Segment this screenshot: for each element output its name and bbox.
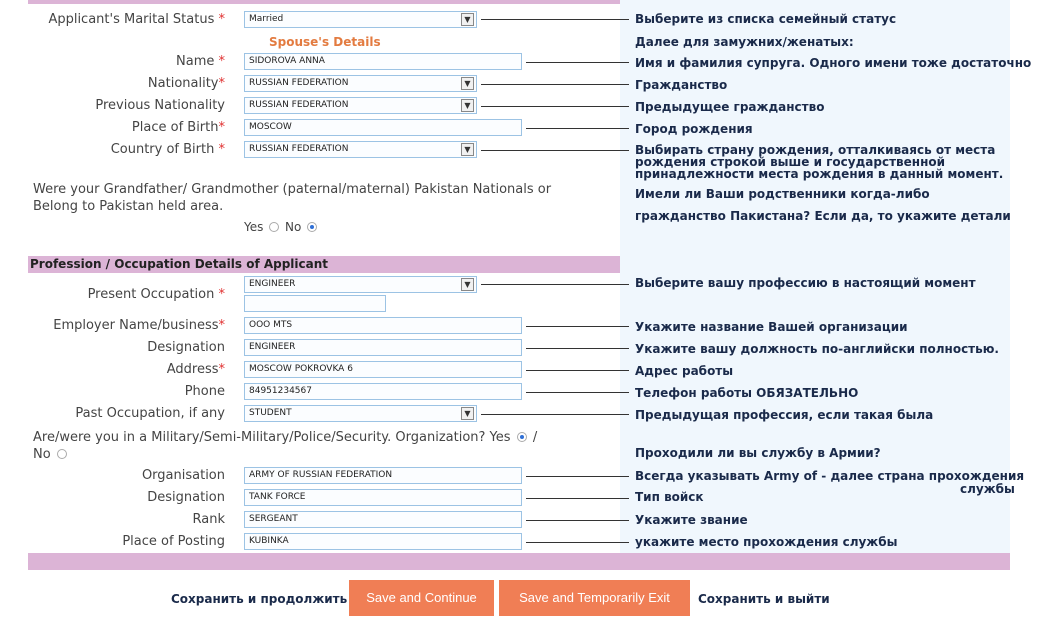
spouse-place-of-birth-input[interactable]: MOSCOW bbox=[244, 119, 522, 136]
note-marital: Выберите из списка семейный статус bbox=[635, 12, 897, 26]
address-input[interactable]: MOSCOW POKROVKA 6 bbox=[244, 361, 522, 378]
designation-input[interactable]: ENGINEER bbox=[244, 339, 522, 356]
note-spouse-name: Имя и фамилия супруга. Одного имени тоже достаточно bbox=[635, 56, 1032, 70]
note-present-occupation: Выберите вашу профессию в настоящий момент bbox=[635, 276, 976, 290]
chevron-down-icon: ▼ bbox=[461, 99, 474, 112]
bottom-divider bbox=[28, 553, 1010, 570]
chevron-down-icon: ▼ bbox=[461, 278, 474, 291]
organisation-label: Organisation bbox=[141, 468, 225, 483]
connector-line bbox=[526, 392, 629, 393]
connector-line bbox=[481, 106, 629, 107]
chevron-down-icon: ▼ bbox=[461, 143, 474, 156]
phone-label: Phone bbox=[184, 384, 225, 399]
spouse-country-of-birth-select[interactable]: RUSSIAN FEDERATION ▼ bbox=[244, 141, 477, 158]
pakistan-question: Were your Grandfather/ Grandmother (paternal/maternal) Pakistan Nationals or Belong to Pakistan held area. bbox=[33, 182, 552, 214]
top-divider bbox=[28, 0, 620, 4]
marital-status-label: Applicant's Marital Status * bbox=[48, 12, 225, 27]
military-yes-radio[interactable] bbox=[517, 432, 527, 442]
military-no-radio[interactable] bbox=[57, 449, 67, 459]
profession-section-title: Profession / Occupation Details of Applicant bbox=[30, 257, 329, 271]
spouse-name-input[interactable]: SIDOROVA ANNA bbox=[244, 53, 522, 70]
designation-label: Designation bbox=[147, 340, 225, 355]
note-organisation: Всегда указывать Army of - далее страна прохождения bbox=[635, 469, 1025, 483]
connector-line bbox=[526, 348, 629, 349]
spouse-prev-nationality-label: Previous Nationality bbox=[95, 98, 225, 113]
note-spouse-heading: Далее для замужних/женатых: bbox=[635, 35, 854, 49]
spouse-nationality-label: Nationality* bbox=[147, 76, 225, 91]
save-exit-caption: Сохранить и выйти bbox=[698, 592, 830, 606]
note-address: Адрес работы bbox=[635, 364, 734, 378]
note-posting: укажите место прохождения службы bbox=[635, 535, 898, 549]
note-spouse-place-of-birth: Город рождения bbox=[635, 122, 753, 136]
pakistan-yes-radio[interactable] bbox=[269, 222, 279, 232]
connector-line bbox=[481, 84, 629, 85]
connector-line bbox=[526, 498, 629, 499]
note-phone: Телефон работы ОБЯЗАТЕЛЬНО bbox=[635, 386, 859, 400]
connector-line bbox=[526, 476, 629, 477]
note-spouse-prev-nationality: Предыдущее гражданство bbox=[635, 100, 825, 114]
note-organisation-cont: службы bbox=[960, 482, 1015, 496]
military-designation-input[interactable]: TANK FORCE bbox=[244, 489, 522, 506]
note-designation: Укажите вашу должность по-английски полностью. bbox=[635, 342, 999, 356]
present-occupation-select[interactable]: ENGINEER ▼ bbox=[244, 276, 477, 293]
save-continue-button[interactable]: Save and Continue bbox=[349, 580, 494, 616]
past-occupation-label: Past Occupation, if any bbox=[75, 406, 225, 421]
address-label: Address* bbox=[166, 362, 225, 377]
note-spouse-country-of-birth: Выбирать страну рождения, отталкиваясь от места рождения строкой выше и государственной принадлежности места рождения в данный момент. bbox=[635, 143, 1004, 181]
connector-line bbox=[526, 370, 629, 371]
connector-line bbox=[481, 19, 629, 20]
connector-line bbox=[481, 284, 629, 285]
phone-input[interactable]: 84951234567 bbox=[244, 383, 522, 400]
present-occupation-label: Present Occupation * bbox=[87, 287, 225, 302]
note-military-designation: Тип войск bbox=[635, 490, 704, 504]
posting-label: Place of Posting bbox=[122, 534, 225, 549]
spouse-details-heading: Spouse's Details bbox=[269, 35, 381, 49]
save-continue-caption: Сохранить и продолжить bbox=[171, 592, 348, 606]
connector-line bbox=[526, 326, 629, 327]
pakistan-radio-group: Yes No bbox=[244, 220, 319, 234]
pakistan-no-radio[interactable] bbox=[307, 222, 317, 232]
marital-status-select[interactable]: Married ▼ bbox=[244, 11, 477, 28]
employer-label: Employer Name/business* bbox=[53, 318, 225, 333]
organisation-input[interactable]: ARMY OF RUSSIAN FEDERATION bbox=[244, 467, 522, 484]
note-employer: Укажите название Вашей организации bbox=[635, 320, 908, 334]
present-occupation-other-input[interactable] bbox=[244, 295, 386, 312]
spouse-nationality-select[interactable]: RUSSIAN FEDERATION ▼ bbox=[244, 75, 477, 92]
chevron-down-icon: ▼ bbox=[461, 13, 474, 26]
connector-line bbox=[526, 128, 629, 129]
employer-input[interactable]: OOO MTS bbox=[244, 317, 522, 334]
posting-input[interactable]: KUBINKA bbox=[244, 533, 522, 550]
spouse-prev-nationality-select[interactable]: RUSSIAN FEDERATION ▼ bbox=[244, 97, 477, 114]
past-occupation-select[interactable]: STUDENT ▼ bbox=[244, 405, 477, 422]
rank-label: Rank bbox=[192, 512, 225, 527]
connector-line bbox=[526, 62, 629, 63]
chevron-down-icon: ▼ bbox=[461, 77, 474, 90]
save-temporarily-exit-button[interactable]: Save and Temporarily Exit bbox=[499, 580, 690, 616]
spouse-name-label: Name * bbox=[176, 54, 225, 69]
connector-line bbox=[481, 414, 629, 415]
note-past-occupation: Предыдущая профессия, если такая была bbox=[635, 408, 934, 422]
note-pakistan: Имели ли Ваши родственники когда-либо гражданство Пакистана? Если да, то укажите детали bbox=[635, 187, 1011, 223]
note-rank: Укажите звание bbox=[635, 513, 748, 527]
connector-line bbox=[526, 542, 629, 543]
connector-line bbox=[481, 150, 629, 151]
spouse-country-of-birth-label: Country of Birth * bbox=[110, 142, 225, 157]
note-spouse-nationality: Гражданство bbox=[635, 78, 728, 92]
connector-line bbox=[526, 520, 629, 521]
military-question: Are/were you in a Military/Semi-Military/Police/Security. Organization? Yes / No bbox=[33, 430, 538, 462]
spouse-place-of-birth-label: Place of Birth* bbox=[131, 120, 225, 135]
military-designation-label: Designation bbox=[147, 490, 225, 505]
rank-input[interactable]: SERGEANT bbox=[244, 511, 522, 528]
chevron-down-icon: ▼ bbox=[461, 407, 474, 420]
note-military: Проходили ли вы службу в Армии? bbox=[635, 446, 881, 460]
